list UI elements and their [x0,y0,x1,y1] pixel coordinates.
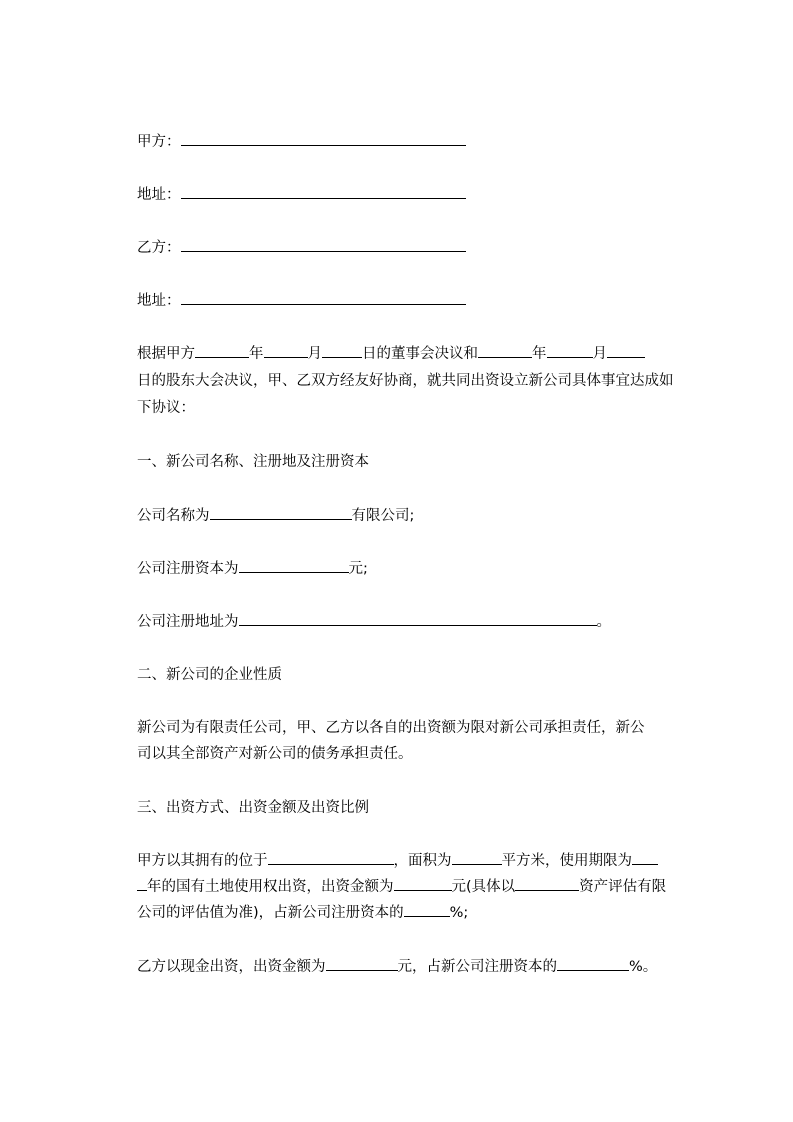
preamble-text-2: 日的股东大会决议，甲、乙双方经友好协商，就共同出资设立新公司具体事宜达成如 [137,373,674,389]
registered-address-line [137,612,611,632]
appraisal-company-blank[interactable] [515,877,579,891]
land-area-label: ，面积为 [393,853,452,869]
land-area-blank[interactable] [452,851,502,865]
section-2-text-1: 新公司为有限责任公司，甲、乙方以各自的出资额为限对新公司承担责任，新公 [137,720,645,736]
preamble-line-2 [137,371,674,391]
party-a-address-blank[interactable] [181,185,466,199]
section-1-title: 一、新公司名称、注册地及注册资本 [137,454,369,470]
meeting-year-blank[interactable] [478,344,532,358]
party-b-address-blank[interactable] [181,291,466,305]
party-b-amount-label: 乙方以现金出资，出资金额为 [137,959,326,975]
land-term-blank-continued[interactable] [137,877,147,891]
meeting-month-blank[interactable] [547,344,593,358]
year-label: 年 [532,346,547,362]
appraisal-label: 元(具体以 [451,879,516,895]
month-label: 月 [307,346,322,362]
company-name-suffix: 有限公司; [351,508,415,524]
company-name-label: 公司名称为 [137,508,210,524]
month-label: 月 [592,346,607,362]
section-2-title: 二、新公司的企业性质 [137,667,282,683]
year-label: 年 [249,346,264,362]
meeting-day-blank[interactable] [607,344,645,358]
preamble-text-3: 下协议： [137,400,195,416]
section-2-text-2: 司以其全部资产对新公司的债务承担责任。 [137,746,413,762]
section-3-title: 三、出资方式、出资金额及出资比例 [137,800,369,816]
party-a-share-blank[interactable] [404,903,450,917]
registered-address-suffix: 。 [596,614,611,630]
land-location-blank[interactable] [268,851,394,865]
section-1-heading [137,452,369,472]
contribution-amount-label: 年的国有土地使用权出资，出资金额为 [147,879,394,895]
section-3-a-line-3 [137,903,468,923]
registered-address-blank[interactable] [239,612,597,626]
party-b-share-label: 元，占新公司注册资本的 [397,959,557,975]
party-a-address-line [137,185,466,205]
party-b-share-suffix: %。 [629,959,658,975]
appraisal-company-label: 资产评估有限 [579,879,667,895]
section-2-line-2 [137,744,413,764]
registered-capital-label: 公司注册资本为 [137,561,239,577]
land-location-label: 甲方以其拥有的位于 [137,853,268,869]
section-3-a-line-1 [137,851,658,871]
party-a-share-label: 公司的评估值为准)，占新公司注册资本的 [137,905,404,921]
section-3-b-line [137,957,657,977]
land-term-label: 平方米，使用期限为 [501,853,632,869]
party-a-blank[interactable] [181,132,466,146]
party-a-line [137,132,466,152]
party-b-amount-blank[interactable] [326,957,398,971]
registered-address-label: 公司注册地址为 [137,614,239,630]
land-term-blank[interactable] [632,851,658,865]
preamble-line-1 [137,344,645,364]
party-b-address-label: 地址： [137,293,181,309]
registered-capital-line [137,559,368,579]
party-a-share-suffix: %; [449,905,469,921]
section-2-heading [137,665,282,685]
party-b-address-line [137,291,466,311]
section-3-a-line-2 [137,877,666,897]
party-a-address-label: 地址： [137,187,181,203]
section-3-heading [137,798,369,818]
party-b-blank[interactable] [181,238,466,252]
contribution-amount-blank[interactable] [394,877,452,891]
preamble-text-1: 根据甲方 [137,346,195,362]
board-year-blank[interactable] [195,344,249,358]
party-b-label: 乙方： [137,240,181,256]
company-name-line [137,506,414,526]
party-a-label: 甲方： [137,134,181,150]
party-b-line [137,238,466,258]
company-name-blank[interactable] [210,506,352,520]
section-2-line-1 [137,718,645,738]
registered-capital-blank[interactable] [239,559,349,573]
preamble-line-3 [137,398,195,418]
party-b-share-blank[interactable] [557,957,629,971]
board-day-label: 日的董事会决议和 [362,346,478,362]
board-month-blank[interactable] [264,344,308,358]
board-day-blank[interactable] [322,344,362,358]
registered-capital-suffix: 元; [348,561,368,577]
